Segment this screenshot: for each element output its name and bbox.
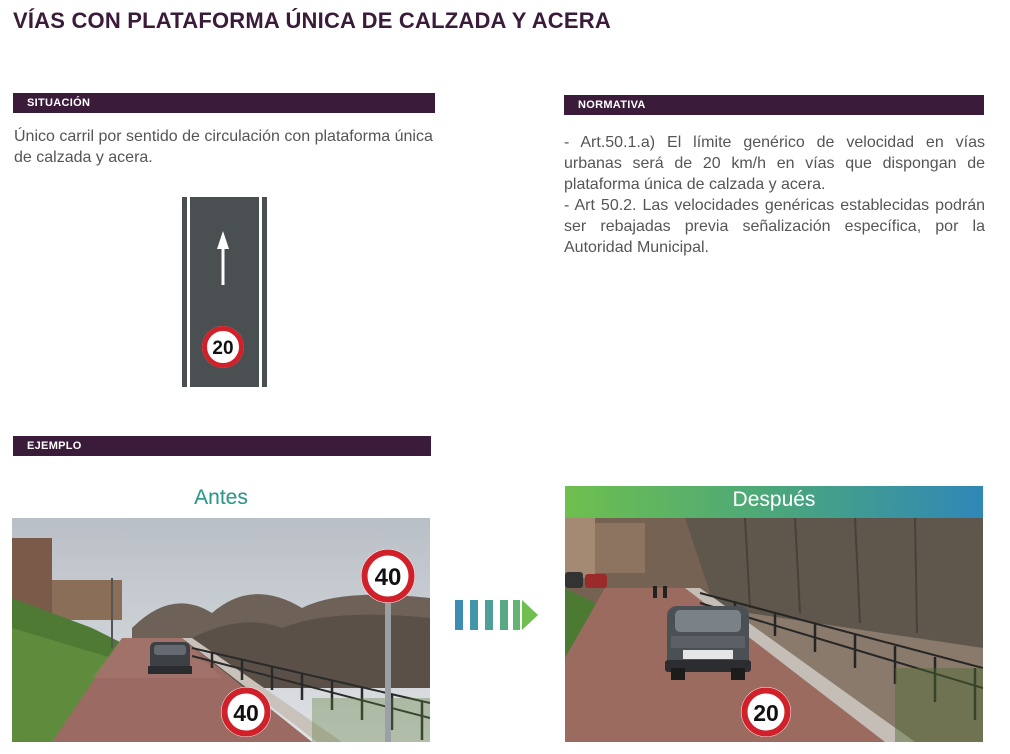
- speed-marking-20: [202, 326, 244, 368]
- photo-antes: [12, 518, 430, 742]
- section-header-situacion: SITUACIÓN: [13, 93, 435, 113]
- section-header-normativa: NORMATIVA: [564, 95, 984, 115]
- car-antes: [148, 642, 192, 674]
- transition-arrow-icon: [455, 598, 540, 632]
- caption-antes: Antes: [12, 486, 430, 510]
- svg-text:20: 20: [212, 338, 234, 359]
- section-header-ejemplo: EJEMPLO: [13, 436, 431, 456]
- road-diagram: [182, 197, 267, 387]
- caption-despues: Después: [565, 486, 983, 518]
- svg-text:20: 20: [753, 700, 779, 726]
- car-despues: [665, 606, 751, 680]
- speed-sign-40: [361, 549, 415, 603]
- svg-text:40: 40: [374, 564, 402, 591]
- svg-text:40: 40: [233, 700, 259, 726]
- photo-despues: [565, 518, 983, 742]
- situacion-text: Único carril por sentido de circulación con plataforma única de calzada y acera.: [14, 128, 433, 166]
- road-marking-20: [741, 687, 791, 737]
- normativa-item-1: - Art.50.1.a) El límite genérico de velocidad en vías urbanas será de 20 km/h en vías que dispongan de plataforma única de calzada y acera.: [564, 134, 985, 193]
- road-marking-40: [221, 687, 271, 737]
- normativa-text: [564, 132, 985, 258]
- page-title: VÍAS CON PLATAFORMA ÚNICA DE CALZADA Y ACERA: [13, 8, 611, 33]
- normativa-item-2: - Art 50.2. Las velocidades genéricas establecidas podrán ser rebajadas previa señalización específica, por la Autoridad Municipal.: [564, 197, 985, 256]
